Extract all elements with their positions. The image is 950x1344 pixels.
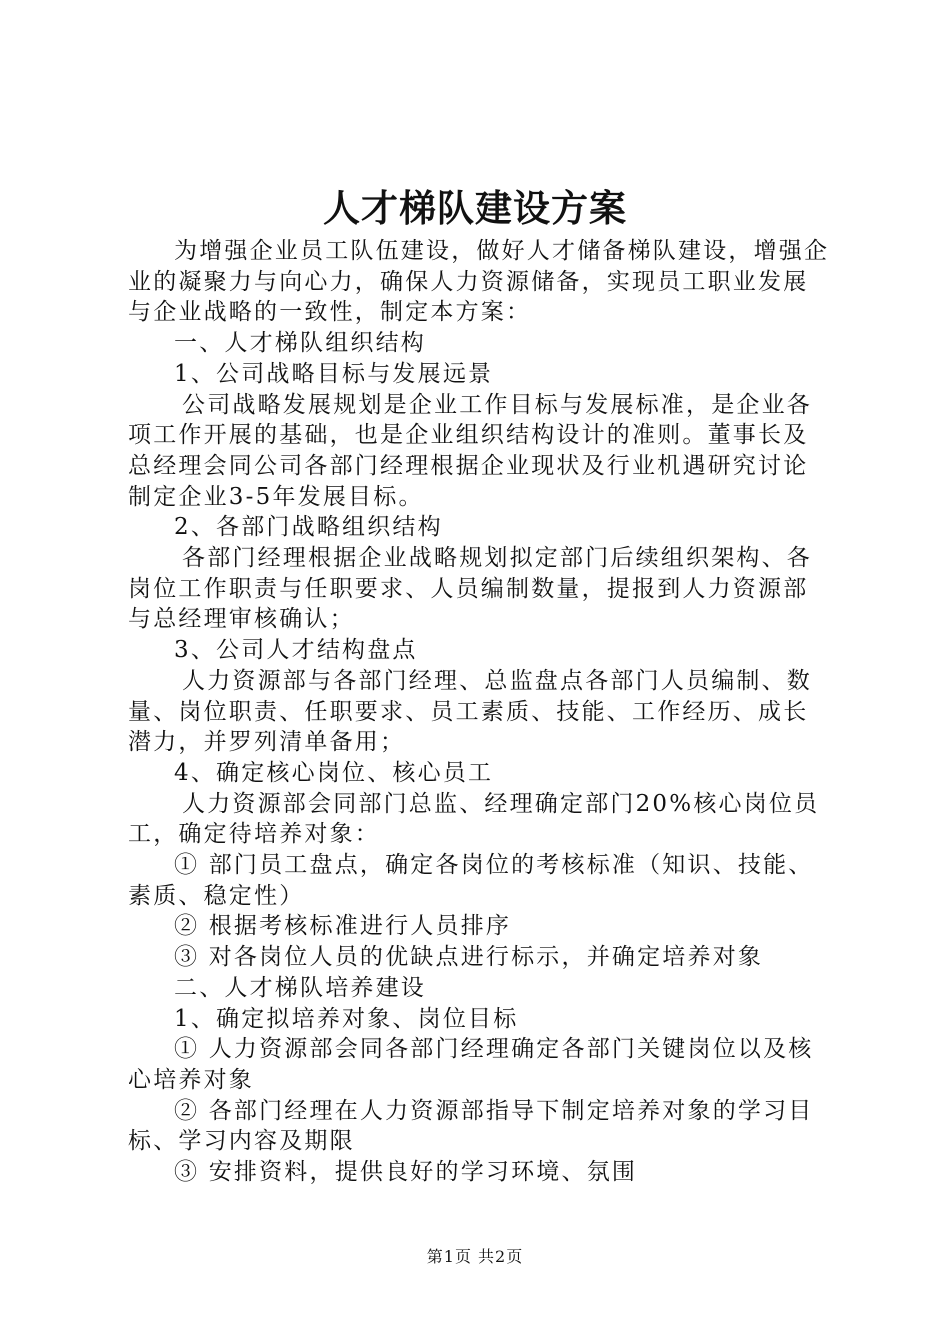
list-item: ① 部门员工盘点，确定各岗位的考核标准（知识、技能、素质、稳定性） [128,852,814,909]
paragraph: 人力资源部与各部门经理、总监盘点各部门人员编制、数量、岗位职责、任职要求、员工素质、技能、工作经历、成长潜力，并罗列清单备用； [128,667,812,756]
paragraph: 为增强企业员工队伍建设，做好人才储备梯队建设，增强企业的凝聚力与向心力，确保人力资源储备，实现员工职业发展与企业战略的一致性，制定本方案： [128,238,830,326]
section-heading: 二、人才梯队培养建设 [174,974,426,1001]
subsection-heading: 3、公司人才结构盘点 [174,637,418,664]
list-item: ② 根据考核标准进行人员排序 [174,913,512,940]
subsection-heading: 1、确定拟培养对象、岗位目标 [174,1005,519,1032]
section-heading: 一、人才梯队组织结构 [174,330,426,357]
paragraph: 各部门经理根据企业战略规划拟定部门后续组织架构、各岗位工作职责与任职要求、人员编制数量，提报到人力资源部与总经理审核确认； [128,545,812,633]
document-title: 人才梯队建设方案 [323,186,627,230]
paragraph: 公司战略发展规划是企业工作目标与发展标准，是企业各项工作开展的基础，也是企业组织结构设计的准则。董事长及总经理会同公司各部门经理根据企业现状及行业机遇研究讨论制定企业3-5年发展目标。 [128,391,812,510]
subsection-heading: 4、确定核心岗位、核心员工 [174,759,494,786]
document-body [128,236,833,1188]
list-item: ③ 安排资料，提供良好的学习环境、氛围 [174,1159,638,1186]
list-item: ② 各部门经理在人力资源部指导下制定培养对象的学习目标、学习内容及期限 [128,1097,814,1155]
list-item: ① 人力资源部会同各部门经理确定各部门关键岗位以及核心培养对象 [128,1036,814,1093]
subsection-heading: 1、公司战略目标与发展远景 [174,360,494,387]
page-footer: 第1页 共2页 [426,1247,524,1266]
paragraph: 人力资源部会同部门总监、经理确定部门20%核心岗位员工，确定待培养对象： [128,790,820,848]
subsection-heading: 2、各部门战略组织结构 [174,514,443,541]
list-item: ③ 对各岗位人员的优缺点进行标示，并确定培养对象 [174,944,764,971]
